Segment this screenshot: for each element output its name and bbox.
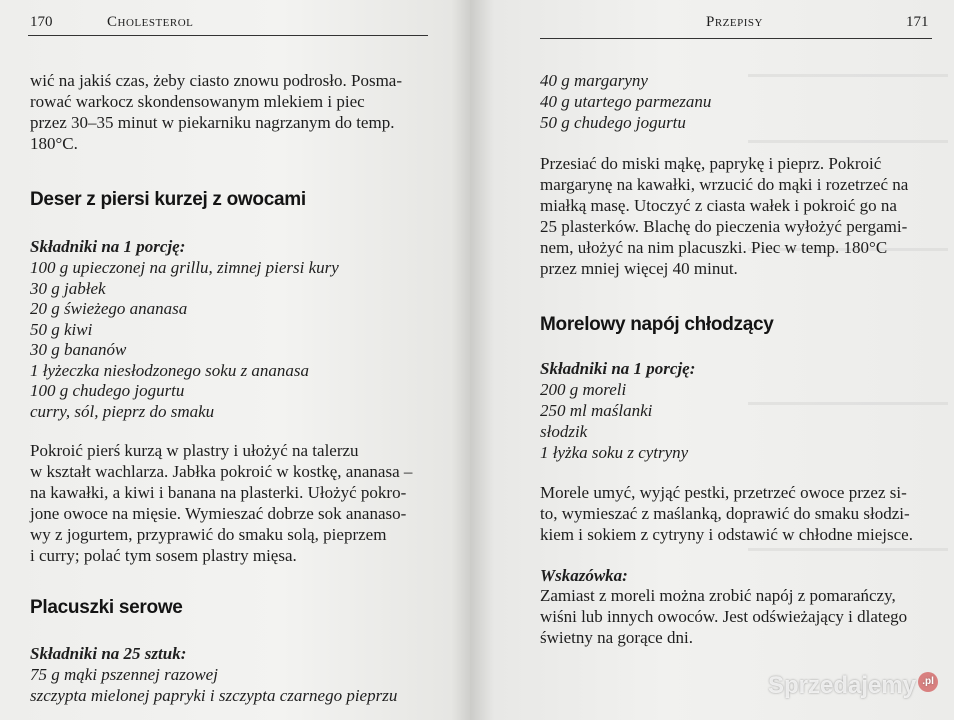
watermark-logo: Sprzedajemy .pl [768, 672, 938, 700]
show-through-text [748, 402, 948, 405]
page-number-left: 170 [30, 14, 53, 30]
recipe-title: Placuszki serowe [30, 597, 183, 618]
recipe-title: Morelowy napój chłodzący [540, 314, 774, 335]
show-through-text [748, 140, 948, 143]
show-through-text [748, 548, 948, 551]
page-number-right: 171 [906, 14, 929, 30]
header-rule-left [28, 35, 428, 36]
header-rule-right [540, 38, 932, 39]
left-page: 170 Cholesterol wić na jakiś czas, żeby ciasto znowu podrosło. Posma- rować warkocz skondensowanym mlekiem i piec przez 30–35 minut w piekarniku nagrzanym do temp. 180°C. Deser z piersi kurzej z owocami Składniki na 1 porcję: 100 g upieczonej na grillu, zimnej piersi kury 30 g jabłek 20 g świeżego ananasa 50 g kiwi 30 g bananów 1 łyżeczka niesłodzonego soku z ananasa 100 g chudego jogurtu curry, sól, pieprz do smaku Pokroić pierś kurzą w plastry i ułożyć na talerzu w kształt wachlarza. Jabłka pokroić w kostkę, ananasa – na kawałki, a kiwi i banana na plasterki. Ułożyć pokro- jone owoce na mięsie. Wymieszać dobrze sok ananaso- wy z jogurtem, przyprawić do smaku solą, pieprzem i curry; polać tym sosem plastry mięsa. Placuszki serowe Składniki na 25 sztuk: 75 g mąki pszennej razowej szczypta mielonej papryki i szczypta czarnego pieprzu [0, 0, 470, 720]
ingredients-label: Składniki na 1 porcję: [30, 237, 186, 256]
recipe-title: Deser z piersi kurzej z owocami [30, 189, 306, 210]
show-through-text [748, 74, 948, 77]
running-head-left: Cholesterol [107, 14, 194, 30]
right-page: Przepisy 171 40 g margaryny 40 g utartego parmezanu 50 g chudego jogurtu Przesiać do miski mąkę, paprykę i pieprz. Pokroić margarynę na kawałki, wrzucić do mąki i rozetrzeć na miałką masę. Utoczyć z ciasta wałek i pokroić go na 25 plasterków. Blachę do pieczenia wyłożyć pergami- nem, ułożyć na nim placuszki. Piec w temp. 180°C przez mniej więcej 40 minut. Morelowy napój chłodzący Składniki na 1 porcję: 200 g moreli 250 ml maślanki słodzik 1 łyżka soku z cytryny Morele umyć, wyjąć pestki, przetrzeć owoce przez si- to, wymieszać z maślanką, doprawić do smaku słodzi- kiem i sokiem z cytryny i odstawić w chłodne miejsce. Wskazówka: Zamiast z moreli można zrobić napój z pomarańczy, wiśni lub innych owoców. Jest odświeżający i dlatego świetny na gorące dni. [470, 0, 954, 720]
tip-label: Wskazówka: [540, 566, 628, 585]
running-head-right: Przepisy [706, 14, 763, 30]
watermark-badge: .pl [918, 672, 938, 692]
ingredients-label: Składniki na 25 sztuk: [30, 644, 187, 663]
ingredients-label: Składniki na 1 porcję: [540, 359, 696, 378]
